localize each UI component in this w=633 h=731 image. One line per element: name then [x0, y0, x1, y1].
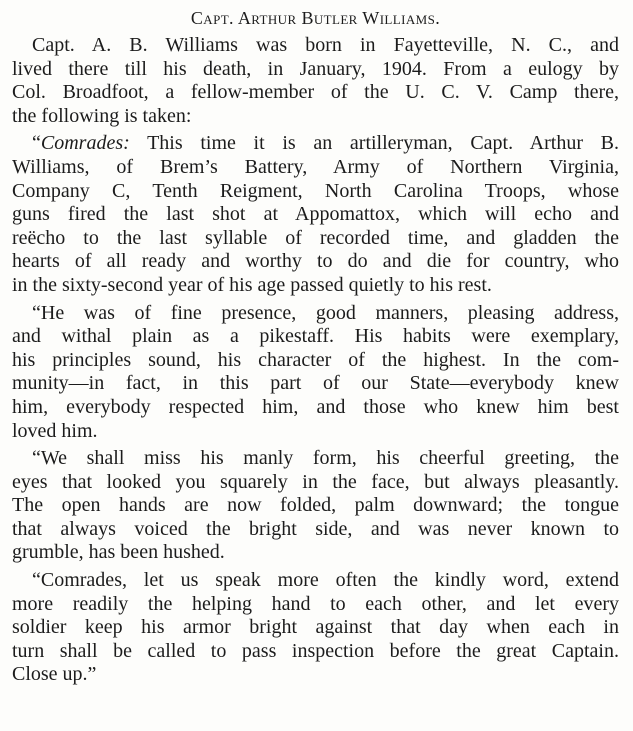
text-line: “He was of fine presence, good manners, pleasing address,: [32, 301, 619, 324]
text-line-rest: This time it is an artilleryman, Capt. Arthur B.: [129, 132, 619, 155]
text-line: Col. Broadfoot, a fellow-member of the U. C. V. Camp there,: [12, 81, 619, 104]
text-line: turn shall be called to pass inspection before the great Captain.: [12, 639, 619, 662]
text-line: munity—in fact, in this part of our State—everybody knew: [12, 372, 619, 395]
text-line: him, everybody respected him, and those who knew him best: [12, 395, 619, 418]
text-line: [12, 132, 619, 156]
article-title: Capt. Arthur Butler Williams.: [190, 8, 441, 28]
text-line: his principles sound, his character of the highest. In the com-: [12, 348, 619, 371]
text-line: in the sixty-second year of his age passed quietly to his rest.: [12, 273, 492, 296]
text-line: Close up.”: [12, 663, 97, 686]
text-line: and withal plain as a pikestaff. His habits were exemplary,: [12, 325, 619, 348]
paragraph-closing: [12, 569, 619, 687]
paragraph-intro: [12, 34, 619, 128]
text-line: more readily the helping hand to each other, and let every: [12, 592, 619, 615]
text-line: “Comrades, let us speak more often the kindly word, extend: [32, 569, 619, 592]
paragraph-remembrance: [12, 447, 619, 565]
text-line: hearts of all ready and worthy to do and die for country, who: [12, 250, 619, 273]
text-line: Capt. A. B. Williams was born in Fayetteville, N. C., and: [32, 34, 619, 56]
salutation: Comrades:: [40, 132, 130, 155]
text-line: Williams, of Brem’s Battery, Army of Northern Virginia,: [12, 155, 619, 178]
text-line: reëcho to the last syllable of recorded time, and gladden the: [12, 226, 619, 249]
text-line: that always voiced the bright side, and was never known to: [12, 517, 619, 540]
text-line: the following is taken:: [12, 104, 192, 127]
text-line: The open hands are now folded, palm downward; the tongue: [12, 494, 619, 517]
text-line: soldier keep his armor bright against that day when each in: [12, 616, 619, 639]
paragraph-character: [12, 302, 619, 444]
paragraph-eulogy-opening: [12, 132, 619, 297]
text-line: guns fired the last shot at Appomattox, which will echo and: [12, 203, 619, 226]
text-line: eyes that looked you squarely in the face, but always pleasantly.: [12, 470, 619, 493]
text-line: grumble, has been hushed.: [12, 541, 225, 564]
text-line: Company C, Tenth Reigment, North Carolina Troops, whose: [12, 179, 619, 202]
text-line: loved him.: [12, 419, 98, 442]
opening-quote: “: [32, 132, 41, 155]
text-line: “We shall miss his manly form, his cheerful greeting, the: [32, 447, 619, 470]
text-line: lived there till his death, in January, 1904. From a eulogy by: [12, 57, 619, 80]
